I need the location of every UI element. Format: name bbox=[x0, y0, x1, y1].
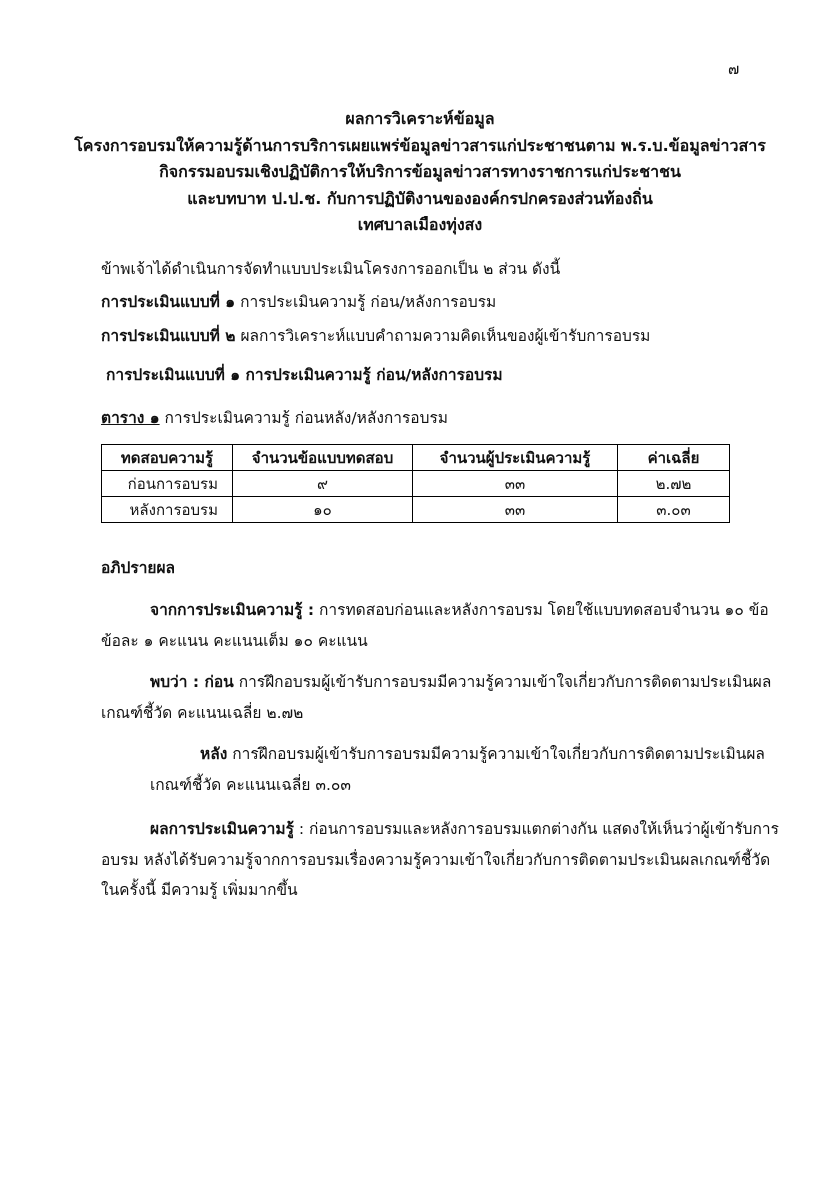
table-cell: ๓.๐๓ bbox=[618, 497, 730, 523]
eval-1-line bbox=[101, 289, 496, 314]
p4-line1 bbox=[150, 816, 779, 841]
table-caption-text: การประเมินความรู้ ก่อนหลัง/หลังการอบรม bbox=[164, 409, 448, 427]
p2-line2: เกณฑ์ชี้วัด คะแนนเฉลี่ย ๒.๗๒ bbox=[101, 704, 304, 722]
report-title bbox=[60, 106, 780, 239]
title-line: เทศบาลเมืองทุ่งสง bbox=[357, 215, 483, 234]
title-line: ผลการวิเคราะห์ข้อมูล bbox=[345, 109, 495, 128]
table-header-cell: จำนวนข้อแบบทดสอบ bbox=[233, 445, 413, 471]
p3-text: การฝึกอบรมผู้เข้ารับการอบรมมีความรู้ความเข้าใจเกี่ยวกับการติดตามประเมินผล bbox=[232, 745, 765, 763]
p2-text: การฝึกอบรมผู้เข้ารับการอบรมมีความรู้ความเข้าใจเกี่ยวกับการติดตามประเมินผล bbox=[238, 673, 772, 691]
table-cell: ๒.๗๒ bbox=[618, 471, 730, 497]
eval-2-label: การประเมินแบบที่ ๒ bbox=[101, 327, 236, 345]
p4-line2: อบรม หลังได้รับความรู้จากการอบรมเรื่องความรู้ความเข้าใจเกี่ยวกับการติดตามประเมินผลเกณฑ์ชี้วัด bbox=[101, 851, 771, 869]
table-caption-label: ตาราง ๑ bbox=[101, 409, 160, 427]
table-caption bbox=[101, 405, 448, 430]
p1-text: การทดสอบก่อนและหลังการอบรม โดยใช้แบบทดสอบจำนวน ๑๐ ข้อ bbox=[319, 601, 769, 619]
p4-line3: ในครั้งนี้ มีความรู้ เพิ่มมากขึ้น bbox=[101, 881, 298, 899]
table-header-cell: ค่าเฉลี่ย bbox=[618, 445, 730, 471]
p2-line1 bbox=[150, 669, 771, 694]
p4-label: ผลการประเมินความรู้ bbox=[150, 820, 294, 838]
page-number: ๗ bbox=[728, 60, 740, 78]
table-cell: ๑๐ bbox=[233, 497, 413, 523]
p1-line1 bbox=[150, 597, 769, 622]
title-line: กิจกรรมอบรมเชิงปฏิบัติการให้บริการข้อมูลข่าวสารทางราชการแก่ประชาชน bbox=[159, 162, 681, 181]
eval-2-text: ผลการวิเคราะห์แบบคำถามความคิดเห็นของผู้เข้ารับการอบรม bbox=[240, 327, 651, 345]
table-cell: ๙ bbox=[233, 471, 413, 497]
p1-label: จากการประเมินความรู้ : bbox=[150, 601, 315, 619]
title-line: โครงการอบรมให้ความรู้ด้านการบริการเผยแพร่ข้อมูลข่าวสารแก่ประชาชนตาม พ.ร.บ.ข้อมูลข่าวสาร bbox=[74, 135, 766, 155]
knowledge-assessment-table bbox=[101, 444, 730, 523]
table-header-cell: ทดสอบความรู้ bbox=[102, 445, 233, 471]
section-heading: การประเมินแบบที่ ๑ การประเมินความรู้ ก่อน/หลังการอบรม bbox=[106, 366, 503, 384]
p3-line2: เกณฑ์ชี้วัด คะแนนเฉลี่ย ๓.๐๓ bbox=[150, 776, 351, 794]
p2-label: พบว่า : ก่อน bbox=[150, 673, 234, 691]
eval-1-label: การประเมินแบบที่ ๑ bbox=[101, 293, 236, 311]
eval-2-line bbox=[101, 323, 650, 348]
table-header-cell: จำนวนผู้ประเมินความรู้ bbox=[413, 445, 618, 471]
table-row bbox=[102, 471, 730, 497]
table-cell: ก่อนการอบรม bbox=[102, 471, 233, 497]
eval-1-text: การประเมินความรู้ ก่อน/หลังการอบรม bbox=[240, 293, 497, 311]
table-cell: หลังการอบรม bbox=[102, 497, 233, 523]
p3-line1 bbox=[200, 741, 765, 766]
p3-label: หลัง bbox=[200, 745, 228, 763]
p4-text: : ก่อนการอบรมและหลังการอบรมแตกต่างกัน แสดงให้เห็นว่าผู้เข้ารับการ bbox=[298, 820, 779, 838]
title-line: และบทบาท ป.ป.ช. กับการปฏิบัติงานขององค์กรปกครองส่วนท้องถิ่น bbox=[187, 188, 653, 208]
table-cell: ๓๓ bbox=[413, 497, 618, 523]
discussion-heading: อภิปรายผล bbox=[101, 559, 176, 577]
p1-line2: ข้อละ ๑ คะแนน คะแนนเต็ม ๑๐ คะแนน bbox=[101, 632, 368, 650]
table-cell: ๓๓ bbox=[413, 471, 618, 497]
intro-text: ข้าพเจ้าได้ดำเนินการจัดทำแบบประเมินโครงการออกเป็น ๒ ส่วน ดังนี้ bbox=[101, 260, 561, 278]
table-header-row bbox=[102, 445, 730, 471]
table-row bbox=[102, 497, 730, 523]
